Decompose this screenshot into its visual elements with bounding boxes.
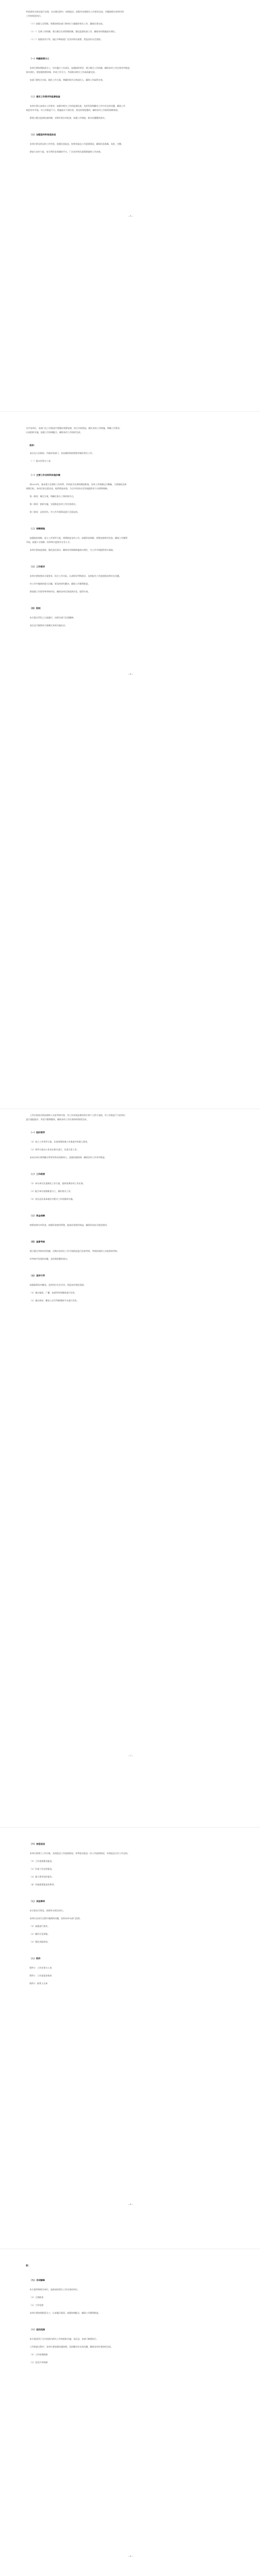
text-line: 本方案所称相关单位，是指承担相关工作任务的单位。 <box>30 2288 80 2291</box>
text-line: 进行通报批评，并责令限期整改。确保各项工作任务按时保质完成。 <box>26 1118 88 1121</box>
text-line: （3）强化风险防控。 <box>30 1940 50 1943</box>
document-page-4 <box>0 1832 260 2238</box>
text-line: 规范有序开展。对工作推进不力、措施落实不到位的，要及时督促整改，确保各项工作取得预期效果。 <box>26 109 120 111</box>
page-divider <box>0 411 260 412</box>
page-divider <box>0 1827 260 1828</box>
text-line: （十二）加强宣传引导，通过多种渠道广泛宣传相关政策，营造良好社会氛围。 <box>30 38 102 41</box>
section-heading: （一）明确职责分工 <box>30 57 49 60</box>
text-line: 各单位要建立工作台账，及时报送工作进展情况，每季度末报送一次工作进展情况，年底报送全年工作总结。 <box>30 1852 129 1855</box>
text-line: 各单位要认真落实工作要求，加强对相关工作的监督检查，及时发现和解决工作中存在的问题，确保工作 <box>30 105 125 107</box>
text-line: 工作任务落实情况要纳入年度考核内容，对工作成效显著的单位和个人给予表扬，对工作推进不力的单位 <box>30 1114 125 1116</box>
text-line: （1）成立工作领导小组，负责统筹协调工作推进中的重大事项。 <box>30 1140 89 1143</box>
section-heading: （五）宣传引导 <box>30 1274 45 1277</box>
text-line: 工作推进过程中，各单位要加强沟通协调，及时解决存在的问题，确保各项任务按时完成。 <box>30 2345 113 2348</box>
text-line: 第一阶段：制定方案，明确任务分工和时间节点。 <box>30 495 75 498</box>
text-line: 对考核中发现的问题，及时督促整改落实。 <box>30 1258 69 1260</box>
text-line: （1）工作协调机制 <box>30 2353 48 2356</box>
section-heading: （三）资金保障 <box>30 1214 45 1217</box>
document-page-1 <box>0 0 260 416</box>
text-line: （2）配合单位按照职责分工，做好相关工作。 <box>30 1190 73 1192</box>
text-line: （2）工作范围 <box>30 2304 44 2306</box>
document-page-5 <box>0 2254 260 2576</box>
text-line: 附件3：联系人名单 <box>30 1982 48 1985</box>
text-line: （一）重点任务分工表 <box>30 460 50 462</box>
text-line: 认真组织实施，加强工作协调配合，确保各项工作按时完成。 <box>26 431 82 434</box>
text-line: 要建立健全监督检查机制，定期开展专项检查，加强工作调度，推动问题整改落实。 <box>30 117 107 119</box>
text-line: 各单位要按照职责分工，认真履行职责，加强协调配合，确保工作顺利推进。 <box>30 2312 100 2314</box>
section-heading: （二）落实工作要求和监督检查 <box>30 95 60 98</box>
section-heading: （一）主要工作目标和实施步骤 <box>30 474 60 476</box>
text-line: 第三阶段：总结评估，对工作开展情况进行全面总结。 <box>30 511 80 513</box>
text-line: 工作按规范执行。 <box>26 15 43 17</box>
text-line: 各区县可参照本方案制定具体实施办法。 <box>30 624 67 627</box>
text-line: 本方案自印发之日起施行，由相关部门负责解释。 <box>30 616 75 619</box>
section-heading: （四）附则 <box>30 607 41 610</box>
text-line: 各部门要结合实际，细化工作方案，明确时间节点和责任人，确保工作取得实效。 <box>30 79 105 81</box>
text-line: 建立健全考核评价机制，定期对各单位工作开展情况进行检查考核，考核结果纳入年度绩效考核。 <box>30 1250 119 1252</box>
text-line: （4）其他需要报送的事项。 <box>30 1883 56 1886</box>
text-line: 要加强工作督导和考核评估，确保各项任务落到实处，取得实效。 <box>30 590 90 593</box>
text-line: 对工作中遇到的重大问题，要及时研究解决，确保工作顺利推进。 <box>30 582 90 585</box>
section-heading: （二）工作职责 <box>30 1173 45 1175</box>
text-line: 落实到位。要加强统筹协调，形成工作合力，共同推动相关工作高质量完成。 <box>26 71 97 73</box>
text-line: 本方案适用于全市范围内相关工作的组织实施，各区县、各部门参照执行。 <box>30 2338 98 2340</box>
section-heading: （八）附件 <box>30 1957 41 1960</box>
text-line: 要加大宣传力度，充分利用各类媒体平台，广泛宣传相关政策措施和工作成效。 <box>30 150 102 153</box>
page-number: —6— <box>127 672 134 675</box>
document-page-2 <box>0 416 260 1103</box>
section-heading: 附： <box>26 2264 31 2267</box>
text-line: （1）牵头单位负责制定工作方案，组织协调各项工作任务。 <box>30 1182 85 1185</box>
section-heading: （十）适用范围 <box>30 2328 45 2331</box>
section-heading: （一）组织领导 <box>30 1131 45 1134</box>
text-line: 本方案未尽事宜，按照有关规定执行。 <box>30 1909 65 1912</box>
text-line: 第二阶段：组织实施，全面推进各项工作任务落实。 <box>30 503 77 505</box>
text-line: （2）年度工作总结报送。 <box>30 1868 54 1870</box>
text-line: （2）做好应急预案。 <box>30 1933 50 1935</box>
text-line: （2）领导小组办公室设在相关部门，负责日常工作。 <box>30 1148 79 1151</box>
text-line: 到2025年，基本建立完善的工作体系，形成较为完善的制度框架，各项工作机制运行顺畅，主要指标达到 <box>30 483 127 486</box>
section-heading: （四）监督考核 <box>30 1240 45 1243</box>
text-line: 各单位要高度重视，强化责任落实，确保各项保障措施落实到位，为工作开展提供坚实基础。 <box>30 549 115 551</box>
text-line: （1）工作进展情况报送。 <box>30 1860 54 1862</box>
section-heading: （六）信息报送 <box>30 1843 45 1845</box>
text-line: 加强政策宣传解读，及时回应社会关切，营造良好舆论氛围。 <box>30 1284 86 1286</box>
document-page-3 <box>0 1114 260 1827</box>
section-heading: （二）保障措施 <box>30 527 45 530</box>
text-line: 各单位要及时总结工作经验，加强信息报送，按要求报送工作进展情况，确保信息准确、及时、完整。 <box>30 143 123 145</box>
text-line: （十）加强人员管理，统筹协调各部门和单位力量做好相关工作，确保任务完成。 <box>30 22 105 25</box>
section-heading: （三）加强宣传和信息报送 <box>30 133 56 136</box>
text-line: 预期目标。各项任务全面完成，取得明显成效，为全市经济社会发展提供有力支撑和保障。 <box>26 487 109 490</box>
text-line: （3）重大事项及时报告。 <box>30 1875 54 1878</box>
page-number: —8— <box>127 2203 134 2205</box>
text-line: （2）通过网站、微信公众号等新媒体平台进行宣传。 <box>30 1299 79 1302</box>
text-line: 各区县人民政府、市政府各部门、各直属机构按照要求做好相关工作。 <box>30 452 94 454</box>
text-line: 附件1：工作任务分工表 <box>30 1966 52 1969</box>
section-heading: （九）名词解释 <box>30 2279 45 2281</box>
text-line: 各单位要按照职责分工，切实履行工作责任，加强组织领导，建立健全工作机制，确保各项工作任务有序推进、 <box>30 67 132 69</box>
page-number: —5— <box>127 214 134 217</box>
text-line: 统筹安排专项资金，加强资金使用管理，提高资金使用效益，确保资金安全规范使用。 <box>30 1224 109 1226</box>
text-line: （1）通过报纸、广播、电视等传统媒体进行宣传。 <box>30 1291 77 1294</box>
section-heading: （七）其他事项 <box>30 1900 45 1902</box>
text-line: 附件2：工作进度安排表 <box>30 1974 52 1977</box>
section-heading: 附件： <box>30 444 36 447</box>
text-line: 件依照有关规定进行办理，在办理过程中，按照依法、依程序办理相关工作要求完成，并确保相关材料归档 <box>26 10 124 13</box>
text-line: 加强组织保障，成立工作领导小组，统筹推进各项工作。加强资金保障，统筹安排相关资金，确保工作顺利 <box>30 537 127 539</box>
text-line: 各单位在执行过程中遇到的问题，及时向牵头部门反馈。 <box>30 1917 82 1920</box>
text-line: 各成员单位要明确分管领导和具体联络人，加强沟通协调，确保各项工作有序推进。 <box>30 1156 107 1159</box>
page-number: —7— <box>127 1754 134 1757</box>
text-line: （3）各区县负责本辖区内相关工作的组织实施。 <box>30 1198 75 1200</box>
text-line: 各单位要按照本方案要求，结合工作实际，认真抓好贯彻落实，及时报告工作进展情况和存在问题。 <box>30 575 121 577</box>
text-line: （2）信息共享机制 <box>30 2361 48 2364</box>
text-line: （1）加强部门协作。 <box>30 1925 50 1927</box>
page-number: —9— <box>127 2555 134 2557</box>
section-heading: （三）工作要求 <box>30 565 45 568</box>
text-line: （十一）完善工作机制，建立健全长效管理机制，强化监督检查工作，确保各项措施落实到位。 <box>30 30 117 33</box>
text-line: （1）主要职责 <box>30 2296 44 2299</box>
text-line: 开展。加强人才保障，培养和引进相关专业人才。 <box>26 541 72 543</box>
text-line: 全市各单位、各部门在工作推进中要做好统筹安排，结合实际情况，制定具体工作措施，明确工作要求， <box>26 427 122 429</box>
